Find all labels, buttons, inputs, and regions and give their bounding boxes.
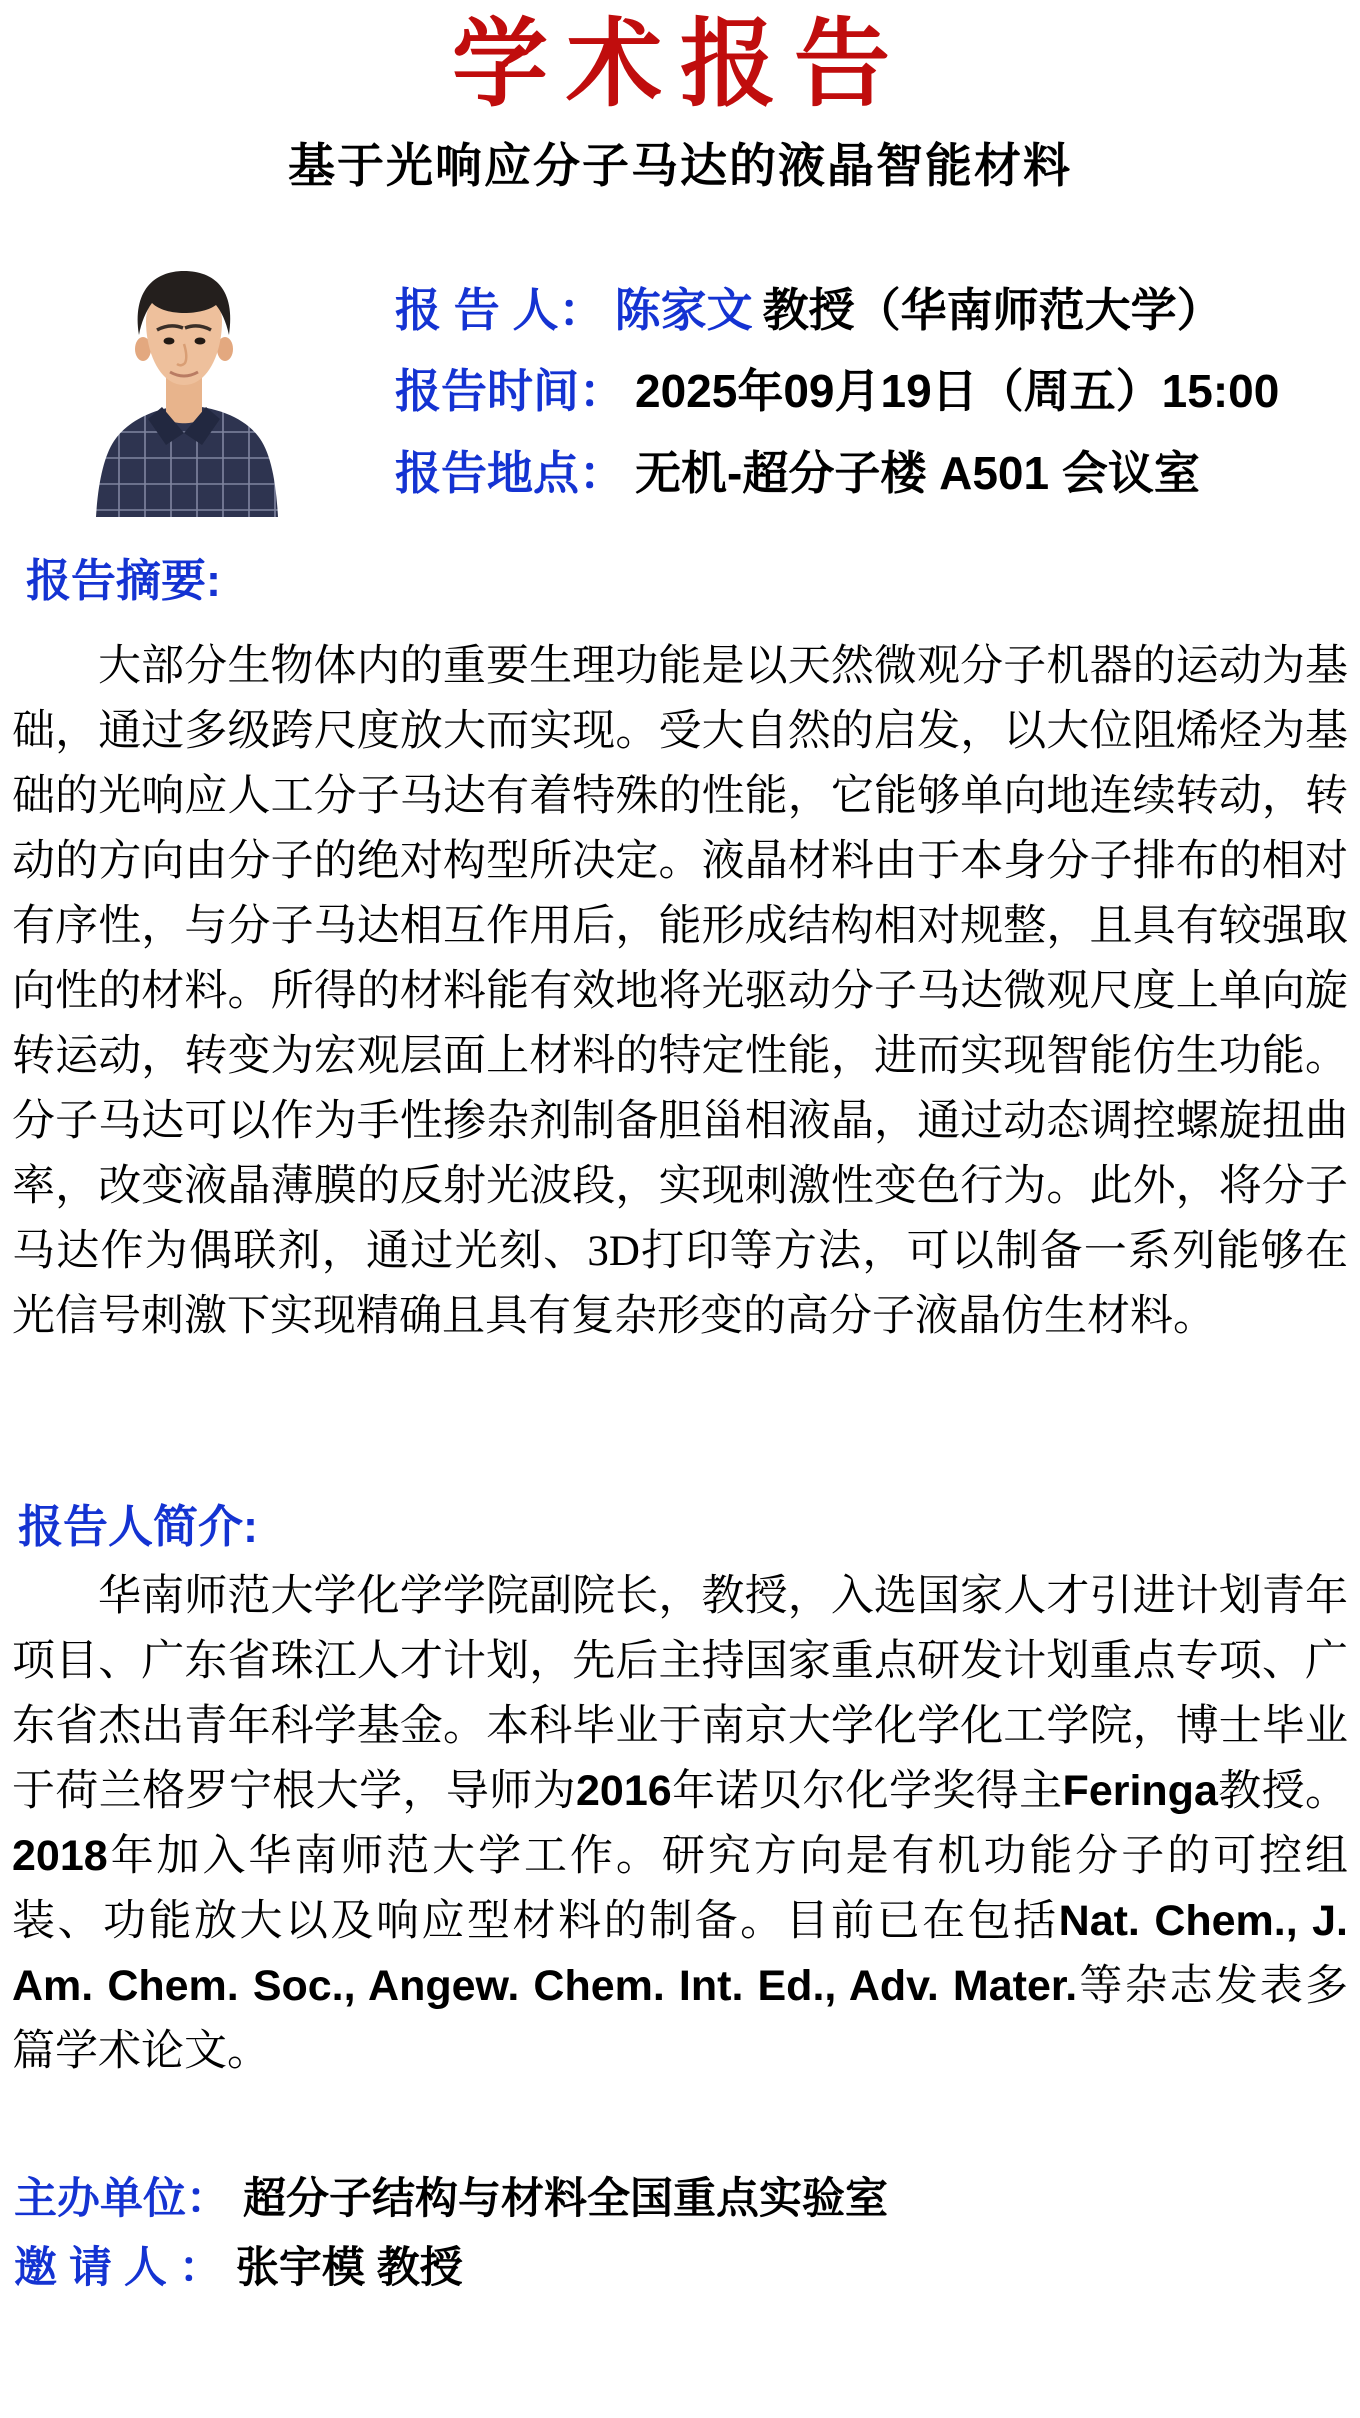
inviter-line xyxy=(14,2245,1344,2292)
page-title: 学术报告 xyxy=(452,11,908,118)
host-value: 超分子结构与材料全国重点实验室 xyxy=(243,2175,888,2223)
bio-text: 华南师范大学化学学院副院长，教授，入选国家人才引进计划青年项目、广东省珠江人才计划，先后主持国家重点研发计划重点专项、广东省杰出青年科学基金。本科毕业于南京大学化学化工学院，博士毕业于荷兰格罗宁根大学，导师为2016年诺贝尔化学奖得主Feringa教授。2018年加入华南师范大学工作。研究方向是有机功能分子的可控组装、功能放大以及响应型材料的制备。目前已在包括Nat. Chem., J. Am. Chem. Soc., Angew. Chem. Int. Ed., Adv. Mater.等杂志发表多篇学术论文。 xyxy=(12,1573,1349,2075)
inviter-label: 邀 请 人 ： xyxy=(14,2244,222,2293)
speaker-photo xyxy=(54,237,314,517)
inviter-value: 张宇模 教授 xyxy=(235,2244,463,2293)
bio-heading: 报告人简介: xyxy=(18,1501,258,1552)
speaker-name: 陈家文 xyxy=(614,284,753,336)
host-label: 主办单位： xyxy=(14,2175,229,2223)
abstract-heading: 报告摘要: xyxy=(26,555,221,606)
location-value: 无机-超分子楼 A501 会议室 xyxy=(635,446,1200,499)
info-line-location xyxy=(395,446,1345,499)
info-line-time xyxy=(395,365,1345,418)
host-line xyxy=(14,2176,1344,2223)
info-line-speaker xyxy=(395,286,1345,334)
location-label: 报告地点： xyxy=(395,446,625,499)
seminar-topic-title: 基于光响应分子马达的液晶智能材料 xyxy=(288,139,1072,192)
time-value: 2025年09月19日（周五）15:00 xyxy=(635,365,1280,418)
abstract-text: 大部分生物体内的重要生理功能是以天然微观分子机器的运动为基础，通过多级跨尺度放大而实现。受大自然的启发，以大位阻烯烃为基础的光响应人工分子马达有着特殊的性能，它能够单向地连续转动，转动的方向由分子的绝对构型所决定。液晶材料由于本身分子排布的相对有序性，与分子马达相互作用后，能形成结构相对规整，且具有较强取向性的材料。所得的材料能有效地将光驱动分子马达微观尺度上单向旋转运动，转变为宏观层面上材料的特定性能，进而实现智能仿生功能。分子马达可以作为手性掺杂剂制备胆甾相液晶，通过动态调控螺旋扭曲率，改变液晶薄膜的反射光波段，实现刺激性变色行为。此外，将分子马达作为偶联剂，通过光刻、3D打印等方法，可以制备一系列能够在光信号刺激下实现精确且具有复杂形变的高分子液晶仿生材料。 xyxy=(12,643,1348,1340)
seminar-info-block xyxy=(395,286,1345,497)
speaker-label: 报 告 人： xyxy=(395,284,605,336)
time-label: 报告时间： xyxy=(395,365,625,418)
footer-block xyxy=(14,2176,1344,2293)
speaker-affiliation: 教授（华南师范大学） xyxy=(762,284,1223,336)
